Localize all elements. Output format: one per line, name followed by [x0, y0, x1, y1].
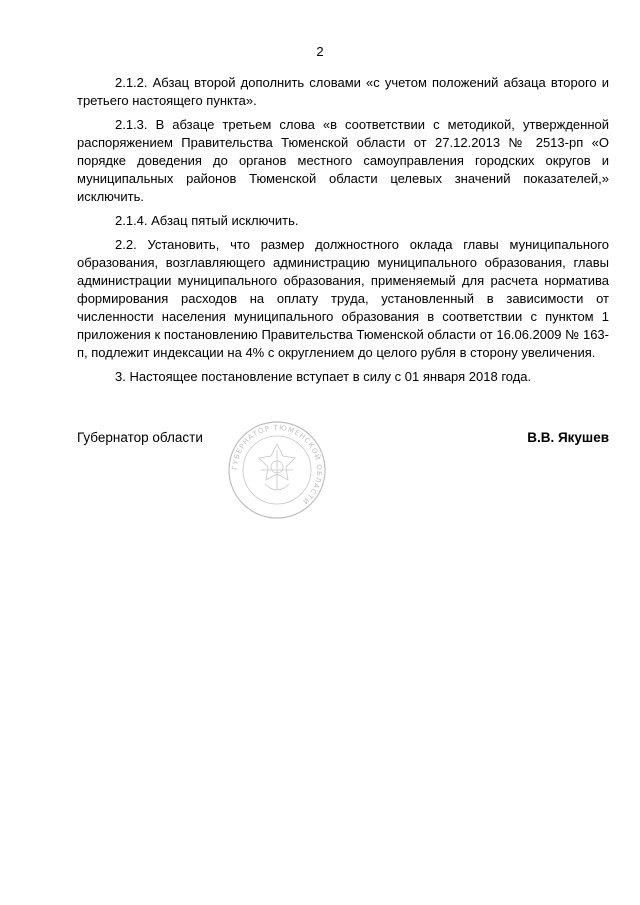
- signature-block: [77, 423, 609, 530]
- paragraph-2-2: 2.2. Установить, что размер должностного оклада главы муниципального образования, возглавляющего администрацию муниципального образования, главы администрации муниципального образования, применяемый для расчета норматива формирования расходов на оплату труда, установленный в зависимости от численности населения муниципального образования в соответствии с пунктом 1 приложения к постановлению Правительства Тюменской области от 16.06.2009 № 163-п, подлежит индексации на 4% с округлением до целого рубля в сторону увеличения.: [77, 237, 609, 360]
- paragraph-2-1-4: 2.1.4. Абзац пятый исключить.: [115, 213, 299, 228]
- document-body: [77, 74, 609, 392]
- page-number: 2: [316, 44, 324, 59]
- official-seal: [227, 420, 327, 520]
- seal-text: ГУБЕРНАТОР ТЮМЕНСКОЙ ОБЛАСТИ: [230, 423, 324, 506]
- signatory-name: В.В. Якушев: [527, 430, 609, 445]
- paragraph-2-1-2: 2.1.2. Абзац второй дополнить словами «с учетом положений абзаца второго и третьего настоящего пункта».: [77, 75, 609, 108]
- signatory-position: Губернатор области: [77, 430, 203, 445]
- paragraph-2-1-3: 2.1.3. В абзаце третьем слова «в соответствии с методикой, утвержденной распоряжением Правительства Тюменской области от 27.12.2013 № 2513-рп «О порядке доведения до органов местного самоуправления городских округов и муниципальных районов Тюменской области целевых значений показателей,» исключить.: [77, 117, 609, 204]
- paragraph-3: 3. Настоящее постановление вступает в силу с 01 января 2018 года.: [115, 369, 532, 384]
